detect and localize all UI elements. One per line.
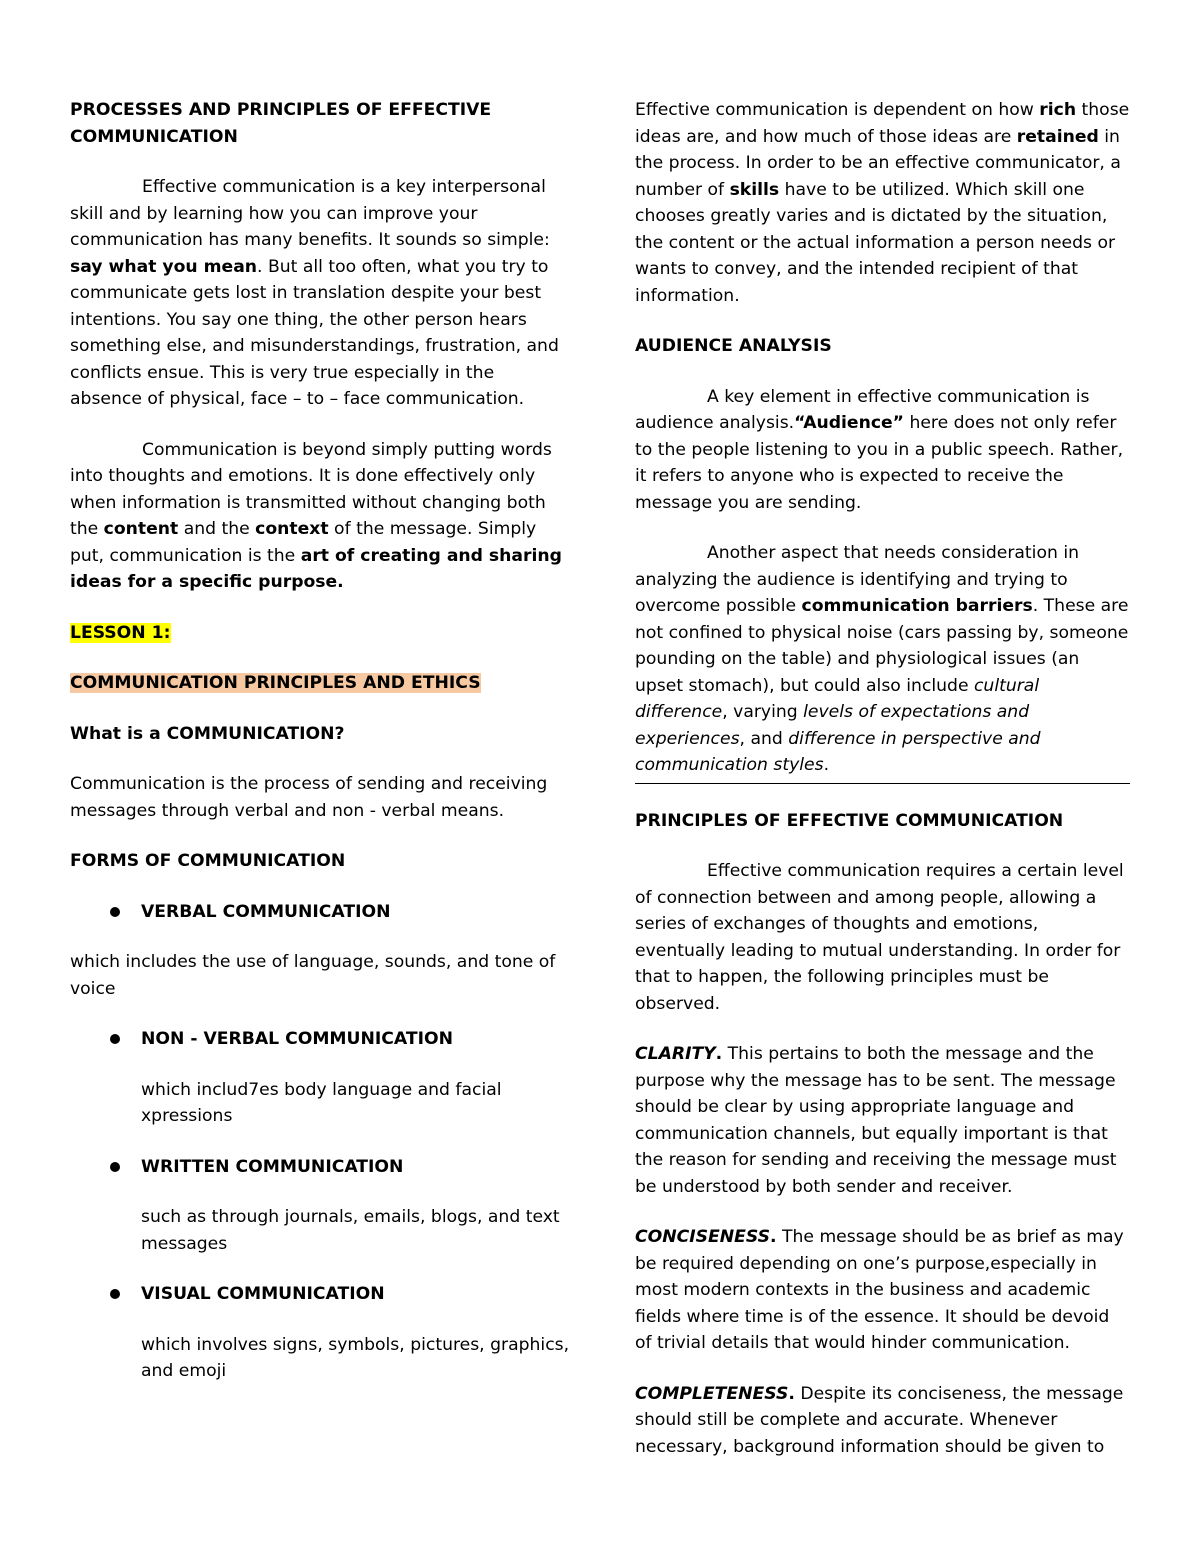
- principle-completeness: COMPLETENESS. Despite its conciseness, the message should still be complete and accurate. Whenever necessary, background information should be given to: [635, 1383, 1124, 1457]
- left-column: [70, 97, 570, 1409]
- form-item-written: WRITTEN COMMUNICATION: [70, 1154, 570, 1181]
- principle-clarity: CLARITY. This pertains to both the message and the purpose why the message has to be sent. The message should be clear by using appropriate language and communication channels, but equally important is that the reason for sending and receiving the message must be understood by both sender and receiver.: [635, 1044, 1117, 1197]
- document-title: PROCESSES AND PRINCIPLES OF EFFECTIVE COMMUNICATION: [70, 100, 492, 147]
- form-item-nonverbal: NON - VERBAL COMMUNICATION: [70, 1026, 570, 1053]
- form-desc-written: such as through journals, emails, blogs, and text messages: [141, 1207, 560, 1254]
- bullet-icon: [110, 907, 120, 917]
- definition-paragraph: Communication is the process of sending and receiving messages through verbal and non - verbal means.: [70, 774, 548, 821]
- audience-heading: AUDIENCE ANALYSIS: [635, 336, 832, 356]
- lesson-title: COMMUNICATION PRINCIPLES AND ETHICS: [70, 673, 481, 693]
- principle-conciseness: CONCISENESS. The message should be as brief as may be required depending on one’s purpose,especially in most modern contexts in the business and academic fields where time is of the essence. It should be devoid of trivial details that would hinder communication.: [635, 1227, 1124, 1353]
- lesson-label: LESSON 1:: [70, 622, 171, 643]
- forms-heading: FORMS OF COMMUNICATION: [70, 851, 346, 871]
- form-desc-nonverbal: which includ7es body language and facial xpressions: [141, 1079, 502, 1126]
- question-heading: What is a COMMUNICATION?: [70, 723, 345, 744]
- principles-intro: Effective communication requires a certain level of connection between and among people, allowing a series of exchanges of thoughts and emotions, eventually leading to mutual understanding. In order for that to happen, the following principles must be observed.: [635, 861, 1124, 1014]
- bullet-icon: [110, 1162, 120, 1172]
- form-item-verbal: VERBAL COMMUNICATION: [70, 899, 570, 926]
- audience-paragraph-1: A key element in effective communication is audience analysis.“Audience” here does not only refer to the people listening to you in a public speech. Rather, it refers to anyone who is expected to receive the message you are sending.: [635, 386, 1124, 513]
- form-desc-verbal: which includes the use of language, sounds, and tone of voice: [70, 952, 556, 999]
- bullet-icon: [110, 1289, 120, 1299]
- audience-paragraph-2: Another aspect that needs consideration in analyzing the audience is identifying and trying to overcome possible communication barriers. These are not confined to physical noise (cars passing by, someone pounding on the table) and physiological issues (an upset stomach), but could also include cultural difference, varying levels of expectations and experiences, and difference in perspective and communication styles.: [635, 543, 1129, 775]
- richness-paragraph: Effective communication is dependent on how rich those ideas are, and how much of those ideas are retained in the process. In order to be an effective communicator, a number of skills have to be utilized. Which skill one chooses greatly varies and is dictated by the situation, the content or the actual information a person needs or wants to convey, and the intended recipient of that information.: [635, 100, 1130, 306]
- bullet-icon: [110, 1034, 120, 1044]
- principles-heading: PRINCIPLES OF EFFECTIVE COMMUNICATION: [635, 810, 1064, 831]
- right-column: [635, 97, 1130, 1484]
- intro-paragraph-2: Communication is beyond simply putting words into thoughts and emotions. It is done effectively only when information is transmitted without changing both the content and the context of the message. Simply put, communication is the art of creating and sharing ideas for a specific purpose.: [70, 439, 562, 592]
- form-desc-visual: which involves signs, symbols, pictures, graphics, and emoji: [141, 1334, 570, 1381]
- section-divider: [635, 783, 1130, 784]
- form-item-visual: VISUAL COMMUNICATION: [70, 1281, 570, 1308]
- intro-paragraph-1: Effective communication is a key interpersonal skill and by learning how you can improve your communication has many benefits. It sounds so simple: say what you mean. But all too often, what you try to communicate gets lost in translation despite your best intentions. You say one thing, the other person hears something else, and misunderstandings, frustration, and conflicts ensue. This is very true especially in the absence of physical, face – to – face communication.: [70, 177, 559, 409]
